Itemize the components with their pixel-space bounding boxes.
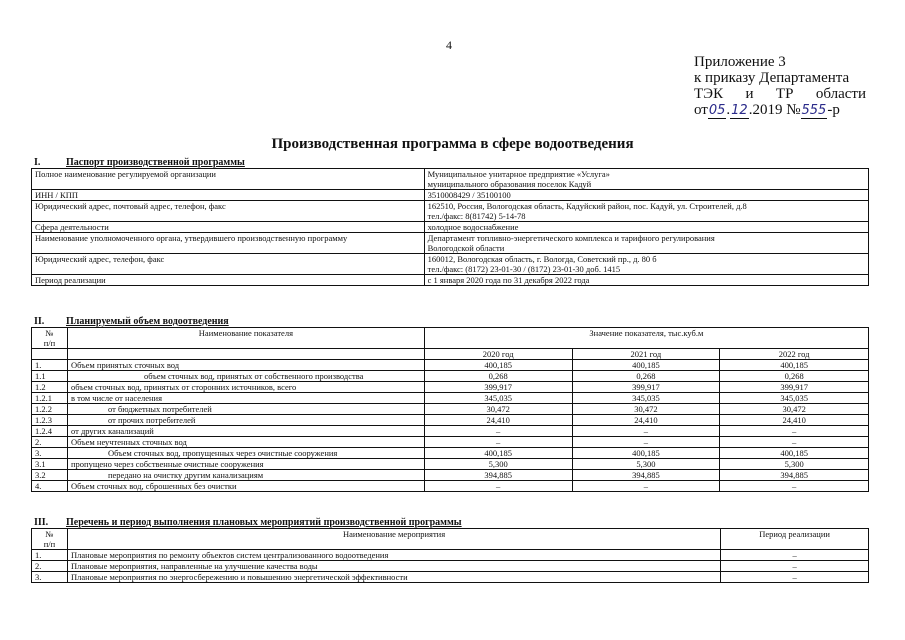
volume-row xyxy=(32,404,869,415)
passport-label: Полное наименование регулируемой организации xyxy=(32,169,425,190)
row-value: – xyxy=(424,437,572,448)
appendix-line3 xyxy=(694,86,866,102)
passport-value-line: 160012, Вологодская область, г. Вологда, Советский пр., д. 80 б xyxy=(427,254,657,264)
passport-row xyxy=(32,201,869,222)
volume-row xyxy=(32,470,869,481)
row-value: – xyxy=(720,437,869,448)
row-value: 400,185 xyxy=(572,360,720,371)
row-value: 394,885 xyxy=(720,470,869,481)
row-name: Объем сточных вод, сброшенных без очистки xyxy=(67,481,424,492)
measure-name: Плановые мероприятия по ремонту объектов систем централизованного водоотведения xyxy=(67,550,720,561)
volume-row xyxy=(32,371,869,382)
passport-value xyxy=(424,275,868,286)
passport-row xyxy=(32,169,869,190)
row-value: 0,268 xyxy=(572,371,720,382)
passport-value-line: тел./факс: 8(81742) 5-14-78 xyxy=(427,211,526,221)
volume-row xyxy=(32,459,869,470)
measures-table-head-row xyxy=(32,529,869,550)
row-value: 394,885 xyxy=(572,470,720,481)
year-header-row xyxy=(32,349,869,360)
page-number: 4 xyxy=(446,38,452,52)
row-name: от бюджетных потребителей xyxy=(67,404,424,415)
volume-table xyxy=(31,327,869,492)
row-number: 2. xyxy=(32,561,68,572)
row-number: 1. xyxy=(32,360,68,371)
row-value: 30,472 xyxy=(572,404,720,415)
date-prefix: от xyxy=(694,102,708,118)
head-no: № п/п xyxy=(32,328,68,349)
measure-period: – xyxy=(721,550,869,561)
row-value: 0,268 xyxy=(424,371,572,382)
year-header: 2020 год xyxy=(424,349,572,360)
row-name: Объем неучтенных сточных вод xyxy=(67,437,424,448)
row-value: 394,885 xyxy=(424,470,572,481)
measure-period: – xyxy=(721,561,869,572)
passport-value xyxy=(424,222,868,233)
row-name: объем сточных вод, принятых от сторонних источников, всего xyxy=(67,382,424,393)
measure-name: Плановые мероприятия по энергосбережению и повышению энергетической эффективности xyxy=(67,572,720,583)
row-value: 5,300 xyxy=(572,459,720,470)
row-number: 1.2 xyxy=(32,382,68,393)
row-number: 3. xyxy=(32,572,68,583)
row-value: 5,300 xyxy=(720,459,869,470)
measure-period: – xyxy=(721,572,869,583)
row-value: – xyxy=(572,437,720,448)
volume-row xyxy=(32,393,869,404)
passport-row xyxy=(32,190,869,201)
section3-title: Перечень и период выполнения плановых мероприятий производственной программы xyxy=(66,517,462,528)
volume-row xyxy=(32,360,869,371)
row-value: 400,185 xyxy=(424,360,572,371)
row-value: – xyxy=(572,481,720,492)
document-title: Производственная программа в сфере водоотведения xyxy=(271,136,634,152)
passport-value-line: муниципального образования поселок Кадуй xyxy=(427,179,592,189)
row-number: 2. xyxy=(32,437,68,448)
row-value: 399,917 xyxy=(572,382,720,393)
date-dot: . xyxy=(726,102,731,118)
passport-value-line: холодное водоснабжение xyxy=(427,222,519,232)
section3-heading xyxy=(34,517,462,528)
volume-row xyxy=(32,437,869,448)
volume-table-head-row xyxy=(32,328,869,349)
section2-num: II. xyxy=(34,316,45,327)
passport-row xyxy=(32,275,869,286)
order-suffix: -р xyxy=(827,102,840,118)
section2-title: Планируемый объем водоотведения xyxy=(66,316,229,327)
appendix-word: ТР xyxy=(775,86,794,102)
row-number: 1.2.3 xyxy=(32,415,68,426)
appendix-line1: Приложение 3 xyxy=(694,54,786,70)
passport-label: Сфера деятельности xyxy=(32,222,425,233)
row-value: – xyxy=(572,426,720,437)
measure-row xyxy=(32,572,869,583)
row-value: 24,410 xyxy=(572,415,720,426)
row-number: 3.2 xyxy=(32,470,68,481)
volume-row xyxy=(32,481,869,492)
row-value: – xyxy=(720,481,869,492)
row-number: 3. xyxy=(32,448,68,459)
volume-row xyxy=(32,382,869,393)
passport-label: Наименование уполномоченного органа, утвердившего производственную программу xyxy=(32,233,425,254)
section1-num: I. xyxy=(34,157,41,168)
head-name: Наименование мероприятия xyxy=(67,529,720,550)
row-value: 345,035 xyxy=(720,393,869,404)
head-value: Значение показателя, тыс.куб.м xyxy=(424,328,868,349)
appendix-word: области xyxy=(815,86,866,102)
row-number: 1.2.4 xyxy=(32,426,68,437)
empty-cell xyxy=(32,349,68,360)
passport-row xyxy=(32,233,869,254)
row-value: 400,185 xyxy=(424,448,572,459)
row-value: 399,917 xyxy=(720,382,869,393)
passport-value xyxy=(424,233,868,254)
passport-value xyxy=(424,201,868,222)
row-value: 400,185 xyxy=(720,360,869,371)
row-name: от прочих потребителей xyxy=(67,415,424,426)
measure-row xyxy=(32,561,869,572)
empty-cell xyxy=(67,349,424,360)
measures-table xyxy=(31,528,869,583)
row-value: – xyxy=(424,481,572,492)
row-value: 400,185 xyxy=(572,448,720,459)
row-value: 399,917 xyxy=(424,382,572,393)
appendix-word: и xyxy=(745,86,754,102)
row-number: 4. xyxy=(32,481,68,492)
row-value: 400,185 xyxy=(720,448,869,459)
passport-value-line: Муниципальное унитарное предприятие «Услуга» xyxy=(427,169,610,179)
passport-label: ИНН / КПП xyxy=(32,190,425,201)
section3-num: III. xyxy=(34,517,49,528)
passport-value xyxy=(424,254,868,275)
appendix-line2: к приказу Департамента xyxy=(694,70,850,86)
handwritten-day: 05 xyxy=(708,103,726,118)
measure-name: Плановые мероприятия, направленные на улучшение качества воды xyxy=(67,561,720,572)
row-value: – xyxy=(424,426,572,437)
row-number: 3.1 xyxy=(32,459,68,470)
handwritten-month: 12 xyxy=(731,103,748,118)
date-year-no: .2019 № xyxy=(748,102,801,118)
row-value: 0,268 xyxy=(720,371,869,382)
passport-value-line: тел./факс: (8172) 23-01-30 / (8172) 23-01-30 доб. 1415 xyxy=(427,264,621,274)
row-value: 5,300 xyxy=(424,459,572,470)
row-number: 1.1 xyxy=(32,371,68,382)
passport-row xyxy=(32,222,869,233)
appendix-block xyxy=(694,54,866,119)
passport-value-line: 162510, Россия, Вологодская область, Кадуйский район, пос. Кадуй, ул. Строителей, д.8 xyxy=(427,201,747,211)
section1-title: Паспорт производственной программы xyxy=(66,157,245,168)
row-name: пропущено через собственные очистные сооружения xyxy=(67,459,424,470)
row-name: Объем принятых сточных вод xyxy=(67,360,424,371)
row-number: 1.2.1 xyxy=(32,393,68,404)
passport-table xyxy=(31,168,869,286)
passport-label: Юридический адрес, почтовый адрес, телефон, факс xyxy=(32,201,425,222)
section1-heading xyxy=(34,157,245,168)
passport-value-line: 3510008429 / 35100100 xyxy=(427,190,511,200)
section2-heading xyxy=(34,316,229,327)
volume-row xyxy=(32,448,869,459)
year-header: 2021 год xyxy=(572,349,720,360)
row-value: 30,472 xyxy=(720,404,869,415)
handwritten-number: 555 xyxy=(801,103,827,118)
row-value: 345,035 xyxy=(424,393,572,404)
passport-value xyxy=(424,169,868,190)
row-name: в том числе от населения xyxy=(67,393,424,404)
row-number: 1.2.2 xyxy=(32,404,68,415)
row-value: 345,035 xyxy=(572,393,720,404)
head-no: № п/п xyxy=(32,529,68,550)
appendix-word: ТЭК xyxy=(694,86,724,102)
passport-label: Юридический адрес, телефон, факс xyxy=(32,254,425,275)
head-name: Наименование показателя xyxy=(67,328,424,349)
row-value: 30,472 xyxy=(424,404,572,415)
appendix-date-line xyxy=(694,102,866,119)
row-name: объем сточных вод, принятых от собственного производства xyxy=(67,371,424,382)
passport-label: Период реализации xyxy=(32,275,425,286)
row-name: Объем сточных вод, пропущенных через очистные сооружения xyxy=(67,448,424,459)
head-period: Период реализации xyxy=(721,529,869,550)
passport-value-line: Вологодской области xyxy=(427,243,505,253)
passport-row xyxy=(32,254,869,275)
measure-row xyxy=(32,550,869,561)
row-number: 1. xyxy=(32,550,68,561)
passport-value xyxy=(424,190,868,201)
passport-value-line: Департамент топливно-энергетического комплекса и тарифного регулирования xyxy=(427,233,715,243)
year-header: 2022 год xyxy=(720,349,869,360)
row-value: 24,410 xyxy=(720,415,869,426)
row-value: – xyxy=(720,426,869,437)
row-name: передано на очистку другим канализациям xyxy=(67,470,424,481)
volume-row xyxy=(32,415,869,426)
passport-value-line: с 1 января 2020 года по 31 декабря 2022 года xyxy=(427,275,590,285)
row-name: от других канализаций xyxy=(67,426,424,437)
volume-row xyxy=(32,426,869,437)
row-value: 24,410 xyxy=(424,415,572,426)
